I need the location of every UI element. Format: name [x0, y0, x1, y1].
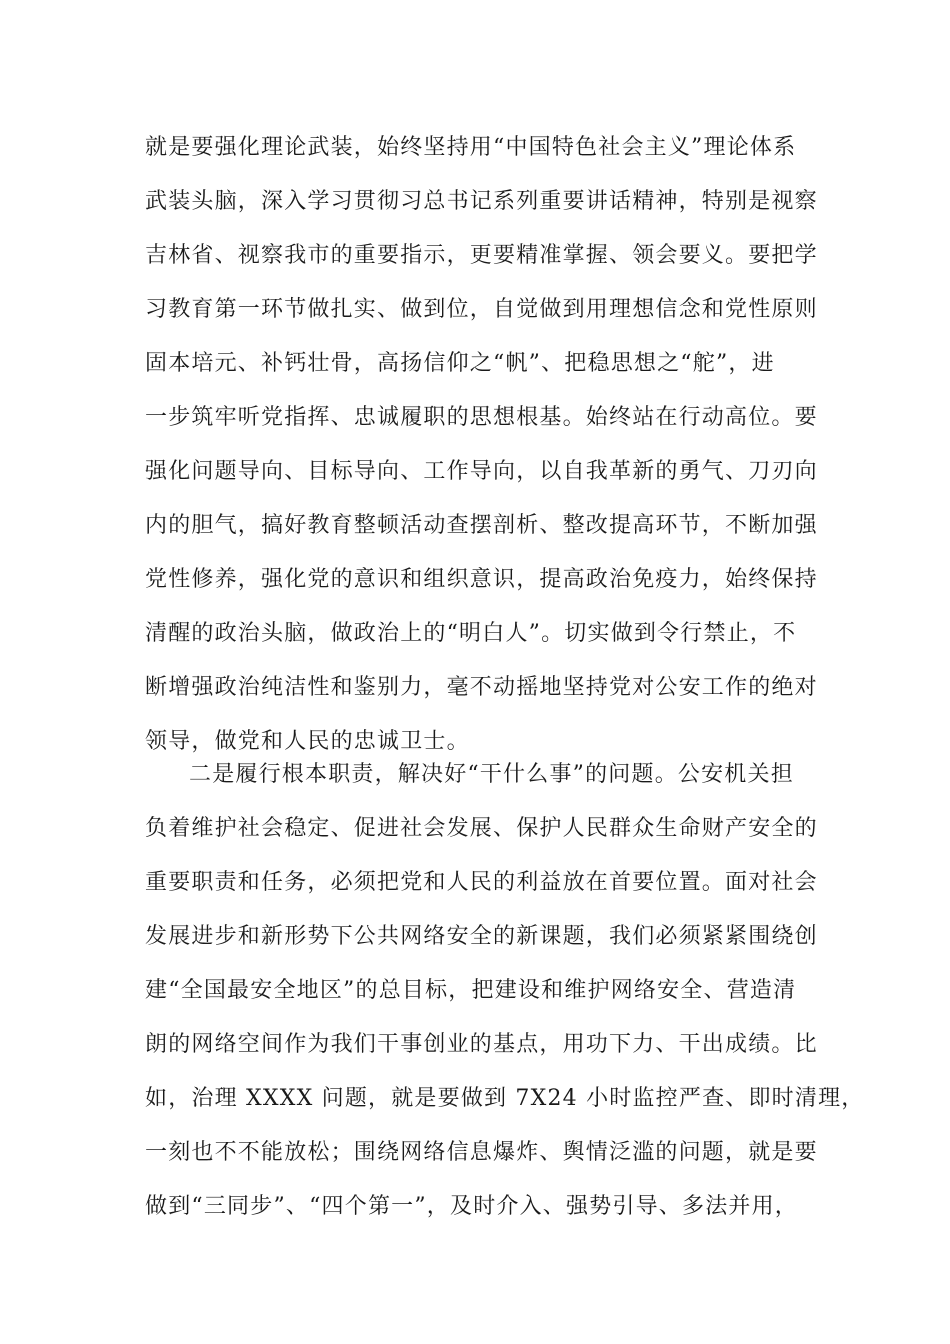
text-line: 朗的网络空间作为我们干事创业的基点，用功下力、干出成绩。比 — [145, 1032, 818, 1057]
paragraph-1 — [145, 126, 818, 774]
text-line: 内的胆气，搞好教育整顿活动查摆剖析、整改提高环节，不断加强 — [145, 513, 818, 538]
text-line: 领导，做党和人民的忠诚卫士。 — [145, 729, 470, 754]
text-line: 党性修养，强化党的意识和组织意识，提高政治免疫力，始终保持 — [145, 567, 818, 592]
text-line: 习教育第一环节做扎实、做到位，自觉做到用理想信念和党性原则 — [145, 297, 818, 322]
text-line: 建“全国最安全地区”的总目标，把建设和维护网络安全、营造清 — [145, 978, 797, 1003]
text-line: 一步筑牢听党指挥、忠诚履职的思想根基。始终站在行动高位。要 — [145, 405, 818, 430]
text-line: 武装头脑，深入学习贯彻习总书记系列重要讲话精神，特别是视察 — [145, 189, 818, 214]
text-line: 断增强政治纯洁性和鉴别力，毫不动摇地坚持党对公安工作的绝对 — [145, 675, 818, 700]
text-line: 如，治理 XXXX 问题，就是要做到 7X24 小时监控严查、即时清理， — [145, 1086, 865, 1111]
text-line: 清醒的政治头脑，做政治上的“明白人”。切实做到令行禁止，不 — [145, 621, 797, 646]
text-line: 做到“三同步”、“四个第一”，及时介入、强势引导、多法并用， — [145, 1194, 798, 1219]
text-line: 二是履行根本职责，解决好“干什么事”的问题。公安机关担 — [189, 762, 794, 787]
text-line: 负着维护社会稳定、促进社会发展、保护人民群众生命财产安全的 — [145, 816, 818, 841]
text-line: 吉林省、视察我市的重要指示，更要精准掌握、领会要义。要把学 — [145, 243, 818, 268]
text-line: 强化问题导向、目标导向、工作导向，以自我革新的勇气、刀刃向 — [145, 459, 818, 484]
text-line: 就是要强化理论武装，始终坚持用“中国特色社会主义”理论体系 — [145, 135, 797, 160]
paragraph-2 — [145, 753, 865, 1239]
text-line: 固本培元、补钙壮骨，高扬信仰之“帆”、把稳思想之“舵”，进 — [145, 351, 775, 376]
text-line: 发展进步和新形势下公共网络安全的新课题，我们必须紧紧围绕创 — [145, 924, 818, 949]
text-line: 一刻也不不能放松；围绕网络信息爆炸、舆情泛滥的问题，就是要 — [145, 1140, 818, 1165]
text-line: 重要职责和任务，必须把党和人民的利益放在首要位置。面对社会 — [145, 870, 818, 895]
